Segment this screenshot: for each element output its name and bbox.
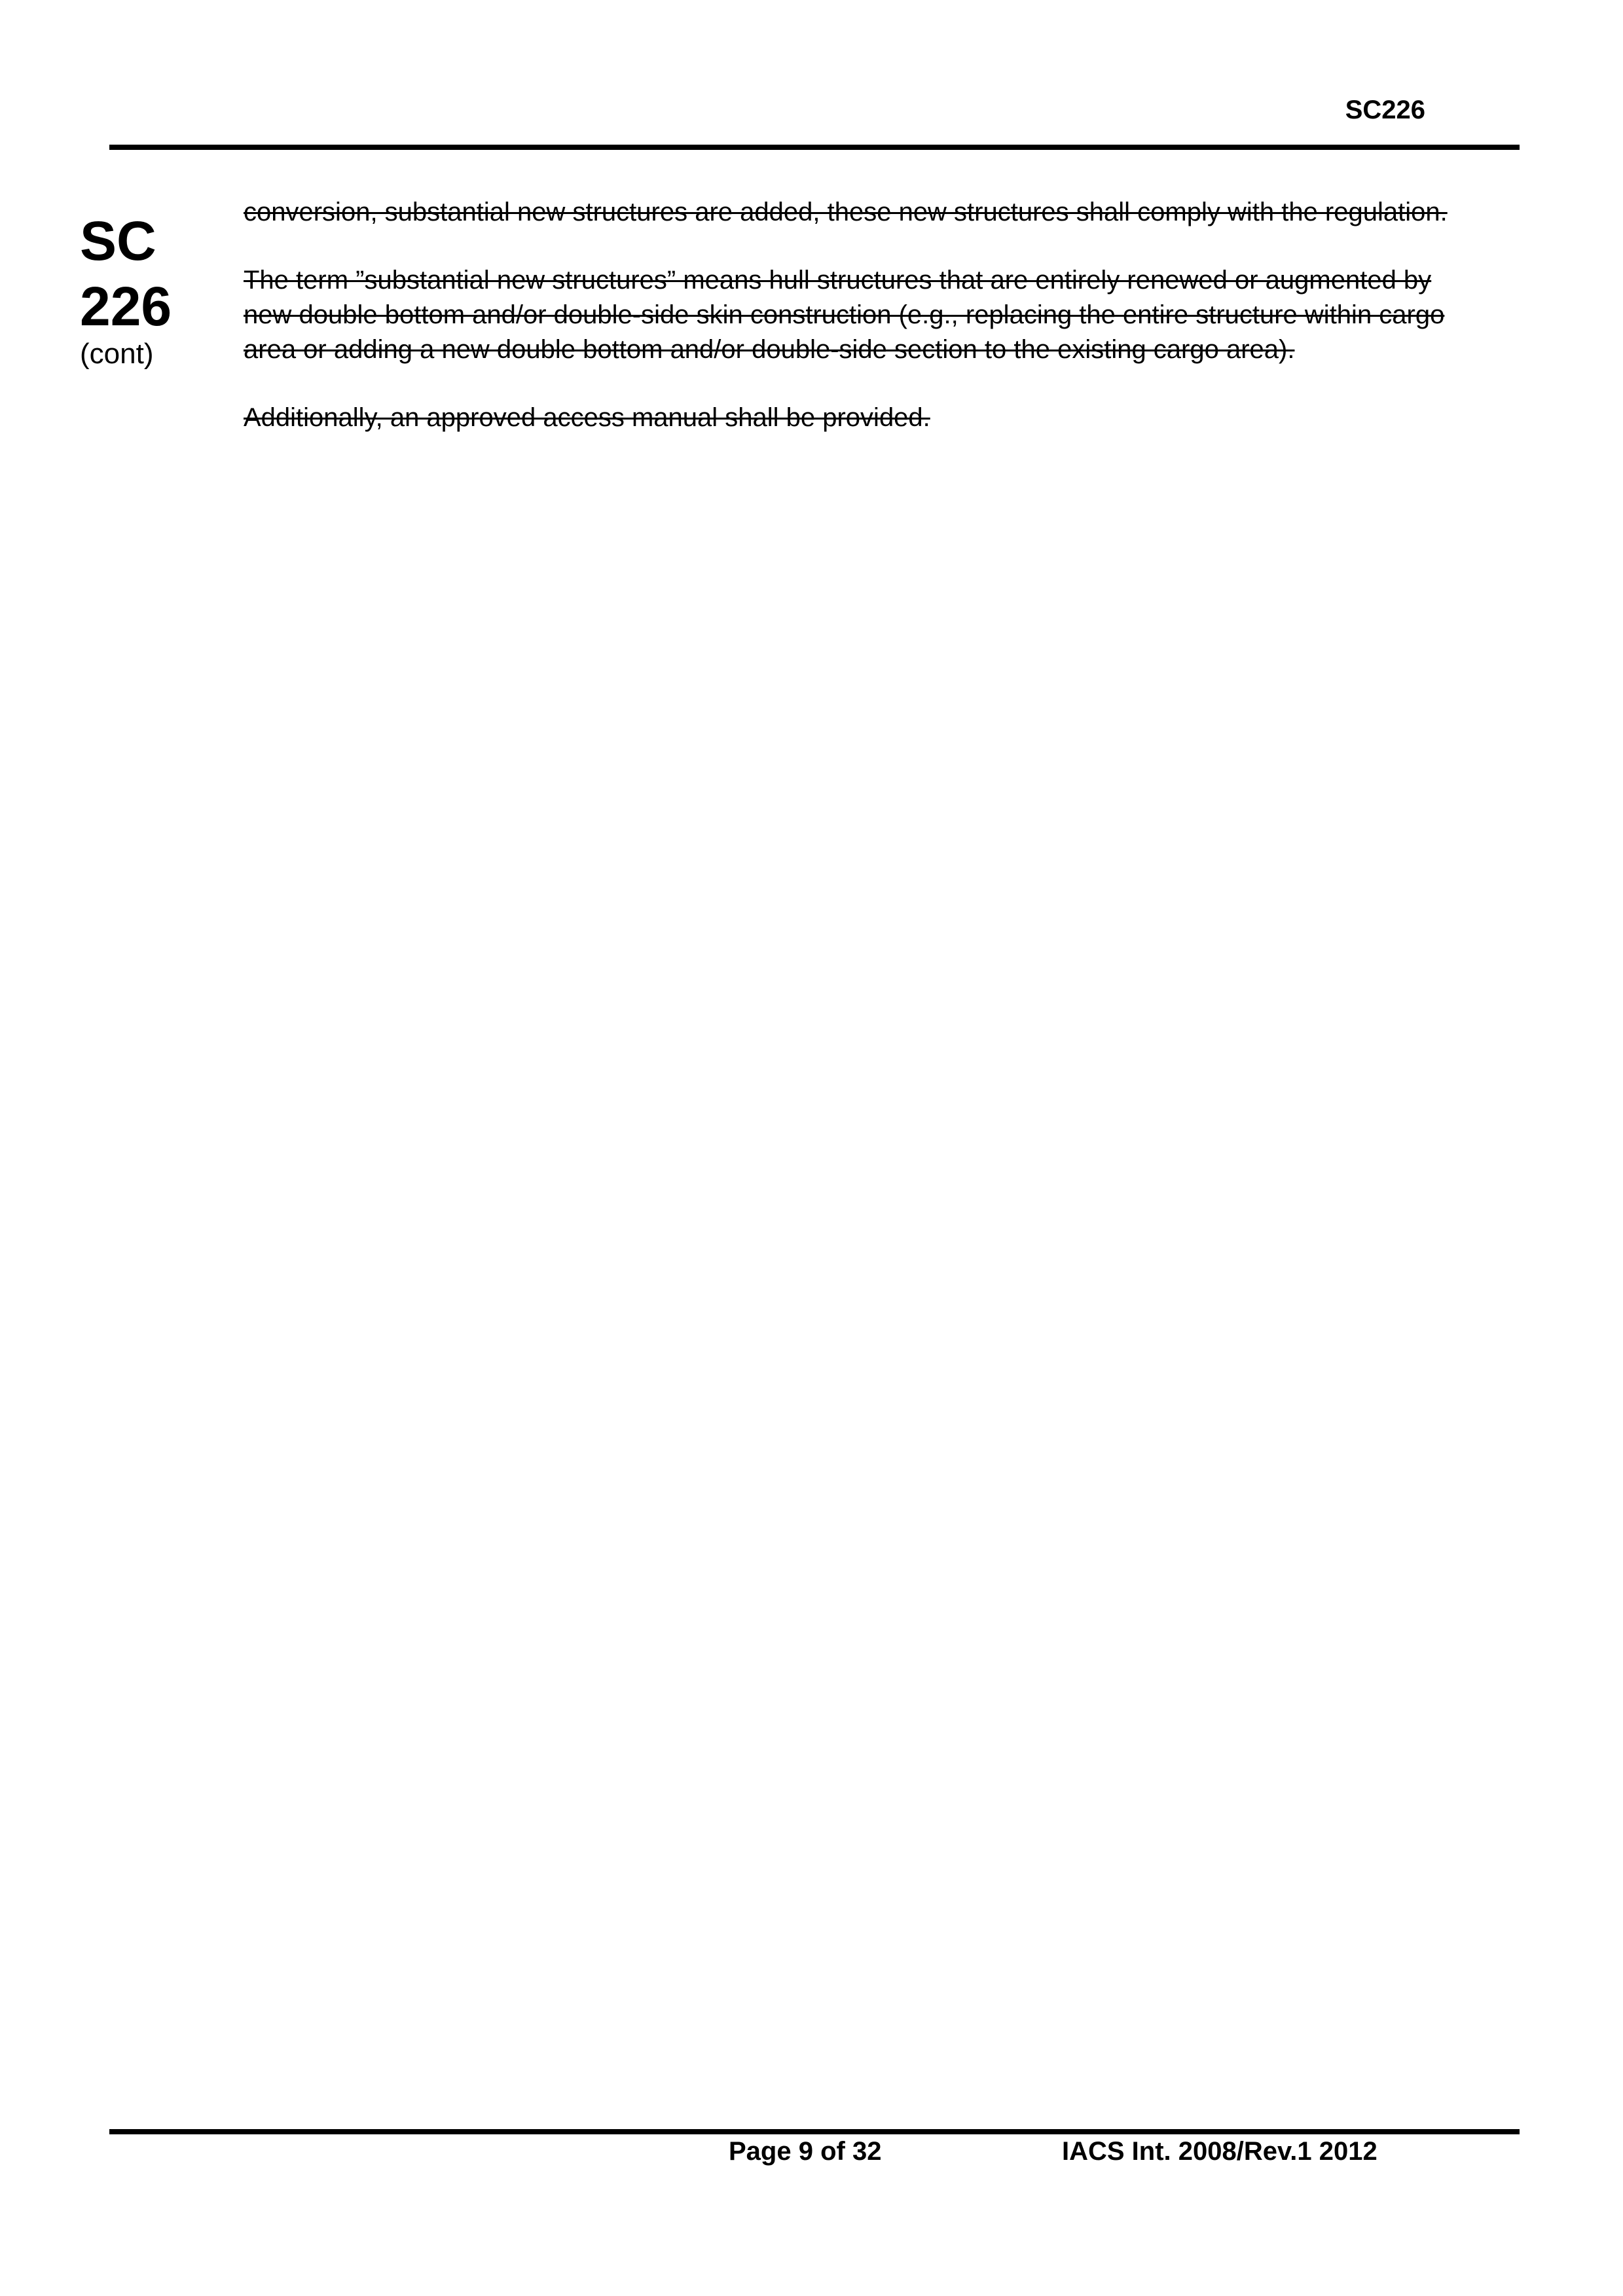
footer-page-number: Page 9 of 32 bbox=[729, 2137, 882, 2166]
side-label-continuation: (cont) bbox=[80, 338, 154, 370]
header-rule bbox=[109, 145, 1520, 150]
paragraph-regulation-compliance: conversion, substantial new structures are added, these new structures shall comply with the regulation. bbox=[244, 198, 1448, 226]
paragraph-substantial-new-structures: The term ”substantial new structures” means hull structures that are entirely renewed or augmented by new double bottom and/or double-side skin construction (e.g., replacing the entire structure within cargo area or adding a new double bottom and/or double-side section to the existing cargo area). bbox=[244, 266, 1445, 364]
paragraph-access-manual: Additionally, an approved access manual shall be provided. bbox=[244, 403, 930, 432]
side-label bbox=[80, 208, 211, 370]
body-content bbox=[244, 195, 1474, 469]
footer-document-reference: IACS Int. 2008/Rev.1 2012 bbox=[1062, 2137, 1377, 2166]
header-document-code: SC226 bbox=[1345, 96, 1425, 124]
side-label-code-line2: 226 bbox=[80, 276, 172, 337]
side-label-code-line1: SC bbox=[80, 210, 156, 272]
footer-rule bbox=[109, 2129, 1520, 2134]
